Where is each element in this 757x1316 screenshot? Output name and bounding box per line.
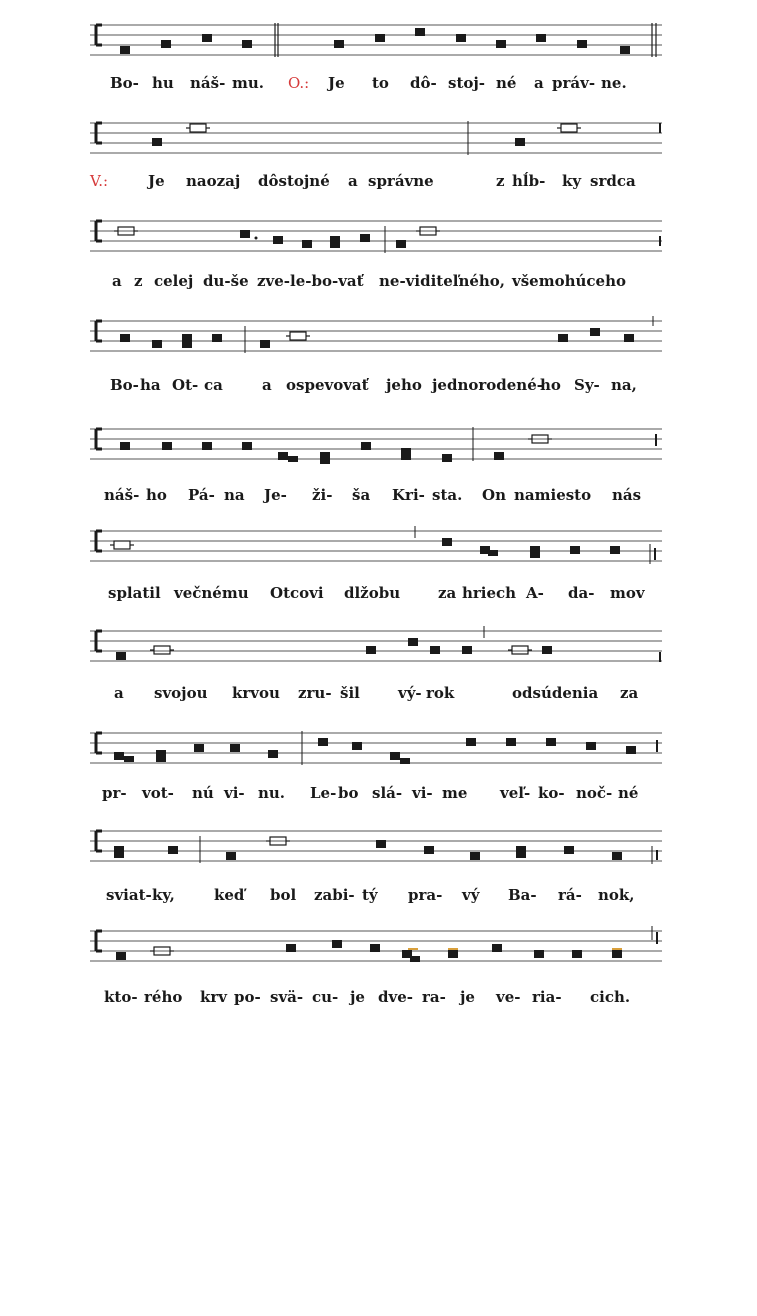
syllable: zve-le-bo-vať xyxy=(257,272,364,290)
syllable: cu- xyxy=(312,988,339,1006)
syllable: ne. xyxy=(601,74,627,92)
syllable: cich. xyxy=(590,988,631,1006)
syllable: du-še xyxy=(203,272,249,290)
chant-staff xyxy=(90,216,662,256)
syllable: na xyxy=(224,486,245,504)
syllable: pr- xyxy=(102,784,127,802)
lyric-line xyxy=(90,170,660,192)
syllable: to xyxy=(372,74,389,92)
syllable: za xyxy=(620,684,639,702)
syllable: Bo- xyxy=(110,74,139,92)
lyric-line xyxy=(106,884,658,906)
syllable: slá- xyxy=(372,784,403,802)
syllable: ne-viditeľného, xyxy=(379,272,506,290)
syllable: stoj- xyxy=(448,74,486,92)
syllable: večnému xyxy=(174,584,249,602)
syllable: Je- xyxy=(264,486,287,504)
syllable: svojou xyxy=(154,684,208,702)
syllable: ospevovať xyxy=(286,376,369,394)
syllable: odsúdenia xyxy=(512,684,599,702)
syllable: vi- xyxy=(224,784,245,802)
syllable: noč- xyxy=(576,784,613,802)
syllable: Le- xyxy=(310,784,337,802)
syllable: ha xyxy=(140,376,161,394)
syllable: sviat- xyxy=(106,886,152,904)
syllable: nás xyxy=(612,486,642,504)
syllable: z xyxy=(496,172,505,190)
syllable: Bo- xyxy=(110,376,139,394)
syllable: a xyxy=(534,74,544,92)
chant-staff xyxy=(90,20,662,60)
syllable: Sy- xyxy=(574,376,600,394)
syllable: ži- xyxy=(312,486,333,504)
syllable: jednorodené- xyxy=(432,376,543,394)
lyric-line xyxy=(108,582,658,604)
syllable: kto- xyxy=(104,988,138,1006)
syllable: vý xyxy=(462,886,480,904)
syllable: ša xyxy=(352,486,371,504)
syllable: ria- xyxy=(532,988,562,1006)
syllable: rá- xyxy=(558,886,582,904)
rubric-marker: V.: xyxy=(90,172,109,190)
syllable: svä- xyxy=(270,988,304,1006)
syllable: ho xyxy=(146,486,167,504)
syllable: ra- xyxy=(422,988,446,1006)
syllable: me xyxy=(442,784,468,802)
lyric-line xyxy=(112,270,652,292)
syllable: A- xyxy=(526,584,544,602)
syllable: rok xyxy=(426,684,455,702)
syllable: je xyxy=(460,988,475,1006)
syllable: nok, xyxy=(598,886,635,904)
syllable: náš- xyxy=(190,74,226,92)
syllable: On xyxy=(482,486,506,504)
syllable: hu xyxy=(152,74,174,92)
syllable: vi- xyxy=(412,784,433,802)
syllable: zabi- xyxy=(314,886,355,904)
syllable: Ot- xyxy=(172,376,199,394)
syllable: pra- xyxy=(408,886,443,904)
syllable: Pá- xyxy=(188,486,215,504)
syllable: hĺb- xyxy=(512,172,546,190)
lyric-line xyxy=(102,782,658,804)
syllable: vý- xyxy=(398,684,422,702)
chant-staff xyxy=(90,316,662,356)
syllable: dve- xyxy=(378,988,413,1006)
syllable: vot- xyxy=(142,784,174,802)
syllable: a xyxy=(262,376,272,394)
syllable: srdca xyxy=(590,172,636,190)
lyric-line xyxy=(110,374,660,396)
chant-staff xyxy=(90,826,662,866)
syllable: rého xyxy=(144,988,183,1006)
syllable: krv xyxy=(200,988,228,1006)
syllable: hriech xyxy=(462,584,517,602)
syllable: z xyxy=(134,272,143,290)
syllable: dô- xyxy=(410,74,437,92)
chant-staff xyxy=(90,526,662,566)
syllable: nú xyxy=(192,784,214,802)
syllable: ky xyxy=(562,172,582,190)
syllable: na, xyxy=(611,376,637,394)
syllable: Ba- xyxy=(508,886,537,904)
syllable: práv- xyxy=(552,74,596,92)
rubric-marker: O.: xyxy=(288,74,310,92)
syllable: Je xyxy=(328,74,345,92)
syllable: tý xyxy=(362,886,378,904)
syllable: mu. xyxy=(232,74,264,92)
chant-staff xyxy=(90,424,662,464)
lyric-line xyxy=(104,484,654,506)
syllable: Je xyxy=(148,172,165,190)
syllable: ky, xyxy=(152,886,175,904)
syllable: ko- xyxy=(538,784,565,802)
syllable: né xyxy=(618,784,639,802)
syllable: zru- xyxy=(298,684,332,702)
syllable: keď xyxy=(214,886,245,904)
syllable: a xyxy=(112,272,122,290)
syllable: a xyxy=(348,172,358,190)
syllable: správne xyxy=(368,172,434,190)
syllable: za xyxy=(438,584,457,602)
syllable: je xyxy=(350,988,365,1006)
syllable: mov xyxy=(610,584,645,602)
syllable: jeho xyxy=(386,376,422,394)
syllable: po- xyxy=(234,988,261,1006)
syllable: ve- xyxy=(496,988,521,1006)
syllable: veľ- xyxy=(500,784,531,802)
syllable: sta. xyxy=(432,486,463,504)
chant-staff xyxy=(90,728,662,768)
syllable: ca xyxy=(204,376,223,394)
syllable: né xyxy=(496,74,517,92)
syllable: dlžobu xyxy=(344,584,401,602)
syllable: dôstojné xyxy=(258,172,330,190)
syllable: splatil xyxy=(108,584,161,602)
chant-staff xyxy=(90,118,662,158)
syllable: ho xyxy=(540,376,561,394)
syllable: a xyxy=(114,684,124,702)
syllable: Kri- xyxy=(392,486,425,504)
chant-staff xyxy=(90,626,662,666)
syllable: Otcovi xyxy=(270,584,324,602)
syllable: šil xyxy=(340,684,360,702)
syllable: všemohúceho xyxy=(512,272,626,290)
chant-staff xyxy=(90,926,662,966)
syllable: celej xyxy=(154,272,194,290)
lyric-line xyxy=(104,986,658,1008)
syllable: náš- xyxy=(104,486,140,504)
syllable: naozaj xyxy=(186,172,241,190)
syllable: da- xyxy=(568,584,595,602)
syllable: namiesto xyxy=(514,486,592,504)
syllable: bol xyxy=(270,886,297,904)
lyric-line xyxy=(114,682,654,704)
syllable: bo xyxy=(338,784,359,802)
syllable: nu. xyxy=(258,784,286,802)
lyric-line xyxy=(110,72,650,94)
syllable: krvou xyxy=(232,684,280,702)
